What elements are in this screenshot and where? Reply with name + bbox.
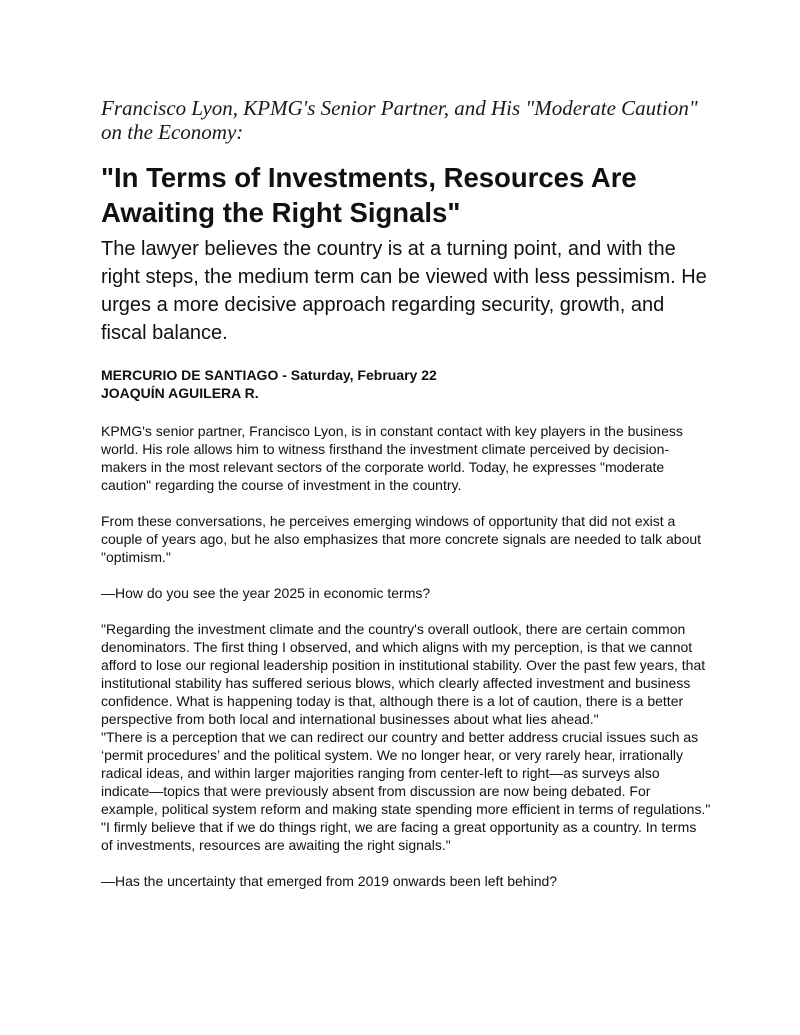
- article-page: [101, 96, 711, 890]
- body-paragraph: KPMG's senior partner, Francisco Lyon, is in constant contact with key players in the business world. His role allows him to witness firsthand the investment climate perceived by decision-makers in the most relevant sectors of the corporate world. Today, he expresses "moderate caution" regarding the course of investment in the country.: [101, 423, 683, 493]
- interview-answer: "Regarding the investment climate and the country's overall outlook, there are certain common denominators. The first thing I observed, and which aligns with my perception, is that we cannot afford to lose our regional leadership position in institutional stability. Over the past few years, that institutional stability has suffered serious blows, which clearly affected investment and business confidence. What is happening today is that, although there is a lot of caution, there is a better perspective from both local and international businesses about what lies ahead.": [101, 621, 706, 727]
- byline: [101, 366, 711, 402]
- body-paragraph: From these conversations, he perceives emerging windows of opportunity that did not exist a couple of years ago, but he also emphasizes that more concrete signals are needed to talk about "optimism.": [101, 513, 702, 565]
- author-name: JOAQUÍN AGUILERA R.: [101, 385, 259, 401]
- article-headline: "In Terms of Investments, Resources Are Awaiting the Right Signals": [101, 162, 637, 228]
- interview-question: —How do you see the year 2025 in economic terms?: [101, 585, 431, 601]
- article-kicker: Francisco Lyon, KPMG's Senior Partner, and His "Moderate Caution" on the Economy:: [101, 96, 698, 144]
- article-deck: The lawyer believes the country is at a turning point, and with the right steps, the medium term can be viewed with less pessimism. He urges a more decisive approach regarding security, growth, and fiscal balance.: [101, 238, 707, 344]
- interview-question: —Has the uncertainty that emerged from 2019 onwards been left behind?: [101, 873, 558, 889]
- interview-answer: "There is a perception that we can redirect our country and better address crucial issues such as ‘permit procedures’ and the political system. We no longer hear, or very rarely hear, irrationally radical ideas, and within larger majorities ranging from center-left to right—as surveys also indicate—topics that were previously absent from discussion are now being debated. For example, political system reform and making state spending more efficient in terms of regulations.": [101, 729, 711, 817]
- source-line: MERCURIO DE SANTIAGO - Saturday, February 22: [101, 367, 437, 383]
- article-body: [101, 422, 711, 890]
- interview-answer: "I firmly believe that if we do things right, we are facing a great opportunity as a country. In terms of investments, resources are awaiting the right signals.": [101, 819, 697, 853]
